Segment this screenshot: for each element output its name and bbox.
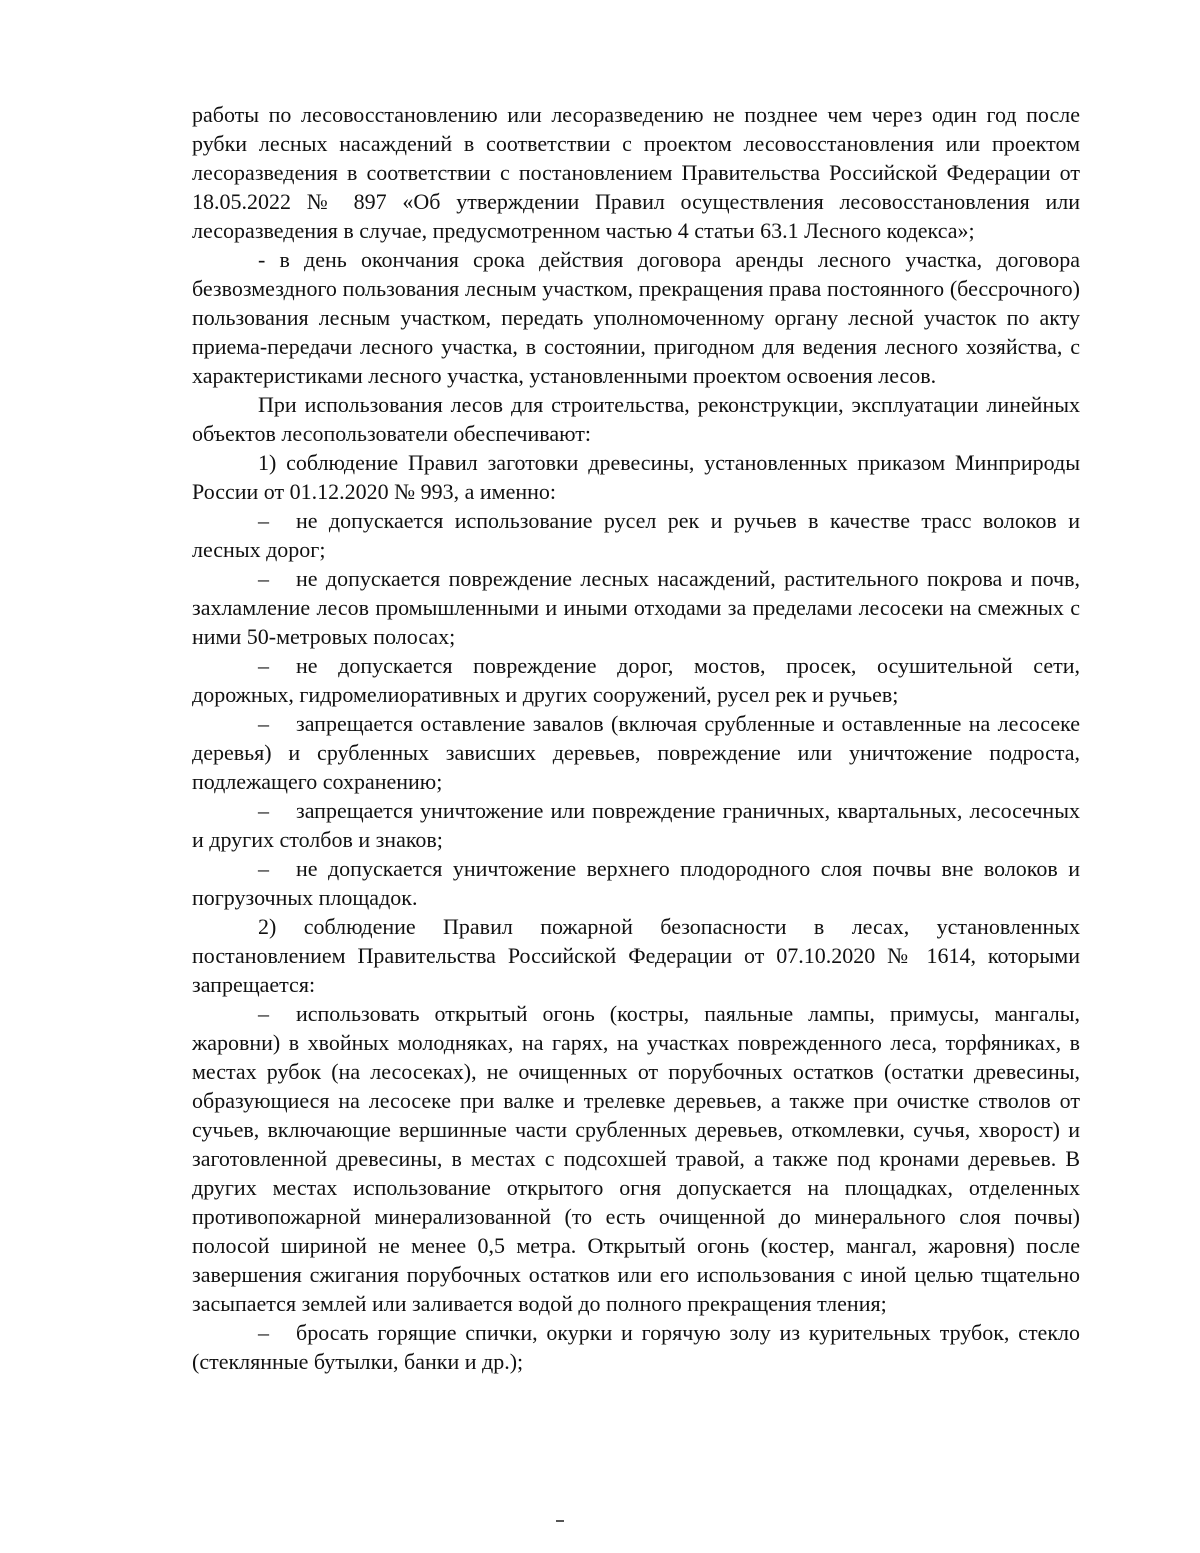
list-item (192, 651, 1080, 709)
paragraph-text: 1) соблюдение Правил заготовки древесины, установленных приказом Минприроды России от 01.12.2020 № 993, а именно: (192, 450, 1080, 504)
dash-marker: – (258, 1320, 269, 1345)
list-item-text: не допускается уничтожение верхнего плодородного слоя почвы вне волоков и погрузочных площадок. (192, 856, 1080, 910)
dash-marker: – (258, 1001, 269, 1026)
list-item-text: не допускается повреждение лесных насаждений, растительного покрова и почв, захламление лесов промышленными и иными отходами за пределами лесосеки на смежных с ними 50-метровых полосах; (192, 566, 1080, 649)
list-item (192, 796, 1080, 854)
list-item (192, 1318, 1080, 1376)
paragraph-text: работы по лесовосстановлению или лесоразведению не позднее чем через один год после рубки лесных насаждений в соответствии с проектом лесовосстановления или проектом лесоразведения в соответствии с постановлением Правительства Российской Федерации от 18.05.2022 № 897 «Об утверждении Правил осуществления лесовосстановления или лесоразведения в случае, предусмотренном частью 4 статьи 63.1 Лесного кодекса»; (192, 102, 1080, 243)
dash-marker: – (258, 653, 269, 678)
dash-marker: – (258, 711, 269, 736)
dash-marker: – (258, 566, 269, 591)
list-item (192, 999, 1080, 1318)
list-item-text: запрещается уничтожение или повреждение граничных, квартальных, лесосечных и других столбов и знаков; (192, 798, 1080, 852)
document-body (192, 100, 1080, 1376)
paragraph (192, 100, 1080, 245)
scan-dot-mark (556, 1520, 564, 1522)
list-item (192, 854, 1080, 912)
list-item (192, 506, 1080, 564)
dash-marker: – (258, 798, 269, 823)
list-item-text: не допускается использование русел рек и ручьев в качестве трасс волоков и лесных дорог; (192, 508, 1080, 562)
list-item-text: запрещается оставление завалов (включая срубленные и оставленные на лесосеке деревья) и срубленных зависших деревьев, повреждение или уничтожение подроста, подлежащего сохранению; (192, 711, 1080, 794)
paragraph (192, 912, 1080, 999)
list-item (192, 564, 1080, 651)
list-item-text: не допускается повреждение дорог, мостов, просек, осушительной сети, дорожных, гидромелиоративных и других сооружений, русел рек и ручьев; (192, 653, 1080, 707)
list-item-text: бросать горящие спички, окурки и горячую золу из курительных трубок, стекло (стеклянные бутылки, банки и др.); (192, 1320, 1080, 1374)
paragraph-text: - в день окончания срока действия договора аренды лесного участка, договора безвозмездного пользования лесным участком, прекращения права постоянного (бессрочного) пользования лесным участком, передать уполномоченному органу лесной участок по акту приема-передачи лесного участка, в состоянии, пригодном для ведения лесного хозяйства, с характеристиками лесного участка, установленными проектом освоения лесов. (192, 247, 1080, 388)
paragraph (192, 245, 1080, 390)
dash-marker: – (258, 508, 269, 533)
list-item (192, 709, 1080, 796)
list-item-text: использовать открытый огонь (костры, паяльные лампы, примусы, мангалы, жаровни) в хвойных молодняках, на гарях, на участках поврежденного леса, торфяниках, в местах рубок (на лесосеках), не очищенных от порубочных остатков (остатки древесины, образующиеся на лесосеке при валке и трелевке деревьев, а также при очистке стволов от сучьев, включающие вершинные части срубленных деревьев, откомлевки, сучья, хворост) и заготовленной древесины, в местах с подсохшей травой, а также под кронами деревьев. В других местах использование открытого огня допускается на площадках, отделенных противопожарной минерализованной (то есть очищенной до минерального слоя почвы) полосой шириной не менее 0,5 метра. Открытый огонь (костер, мангал, жаровня) после завершения сжигания порубочных остатков или его использования с иной целью тщательно засыпается землей или заливается водой до полного прекращения тления; (192, 1001, 1080, 1316)
paragraph-text: 2) соблюдение Правил пожарной безопасности в лесах, установленных постановлением Правительства Российской Федерации от 07.10.2020 № 1614, которыми запрещается: (192, 914, 1080, 997)
paragraph-text: При использования лесов для строительства, реконструкции, эксплуатации линейных объектов лесопользователи обеспечивают: (192, 392, 1080, 446)
paragraph (192, 390, 1080, 448)
dash-marker: – (258, 856, 269, 881)
paragraph (192, 448, 1080, 506)
